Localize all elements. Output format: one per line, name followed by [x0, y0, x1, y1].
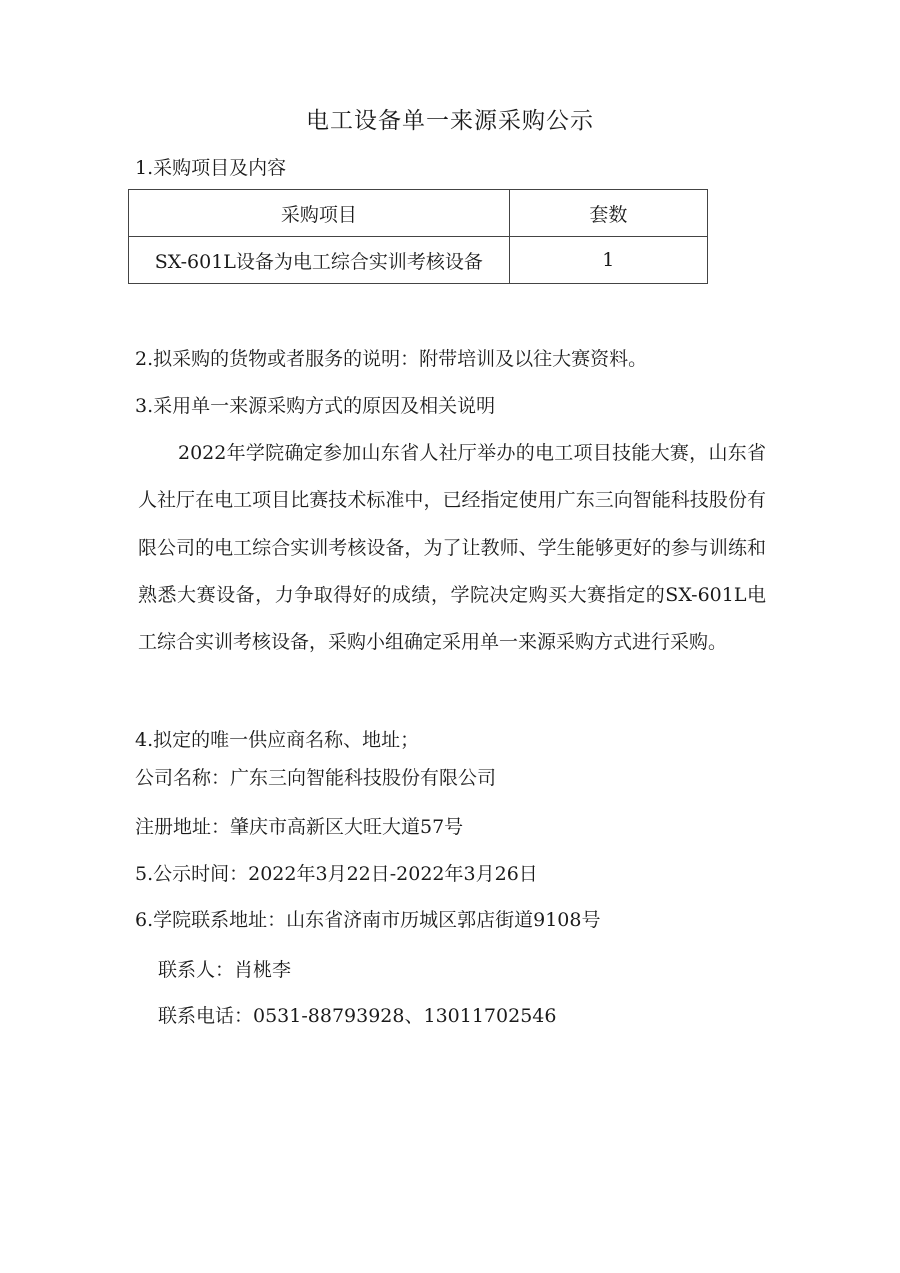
section-5-publicity-period: 5.公示时间：2022年3月22日-2022年3月26日: [135, 863, 538, 885]
section-4-heading: 4.拟定的唯一供应商名称、地址；: [135, 729, 420, 751]
section-1-heading: 1.采购项目及内容: [135, 157, 287, 179]
table-header-quantity: 套数: [509, 190, 707, 237]
table-header-item: 采购项目: [129, 190, 510, 237]
supplier-address: 注册地址：肇庆市高新区大旺大道57号: [135, 816, 464, 838]
table-cell-item: SX-601L设备为电工综合实训考核设备: [129, 237, 510, 284]
section-3-heading: 3.采用单一来源采购方式的原因及相关说明: [135, 395, 496, 417]
section-3-paragraph: 2022年学院确定参加山东省人社厅举办的电工项目技能大赛，山东省人社厅在电工项目比赛技术标准中，已经指定使用广东三向智能科技股份有限公司的电工综合实训考核设备，为了让教师、学生能够更好的参与训练和熟悉大赛设备，力争取得好的成绩，学院决定购买大赛指定的SX-601L电工综合实训考核设备，采购小组确定采用单一来源采购方式进行采购。: [138, 442, 766, 654]
contact-phone: 联系电话：0531-88793928、13011702546: [158, 1005, 557, 1027]
section-2-text: 2.拟采购的货物或者服务的说明：附带培训及以往大赛资料。: [135, 348, 648, 370]
procurement-table: [128, 189, 708, 284]
contact-person: 联系人：肖桃李: [158, 959, 292, 981]
supplier-company-name: 公司名称：广东三向智能科技股份有限公司: [135, 767, 497, 789]
table-cell-quantity: 1: [509, 237, 707, 284]
table-row: [129, 237, 708, 284]
section-6-college-address: 6.学院联系地址：山东省济南市历城区郭店街道9108号: [135, 909, 601, 931]
table-header-row: [129, 190, 708, 237]
page-title: 电工设备单一来源采购公示: [306, 108, 594, 134]
